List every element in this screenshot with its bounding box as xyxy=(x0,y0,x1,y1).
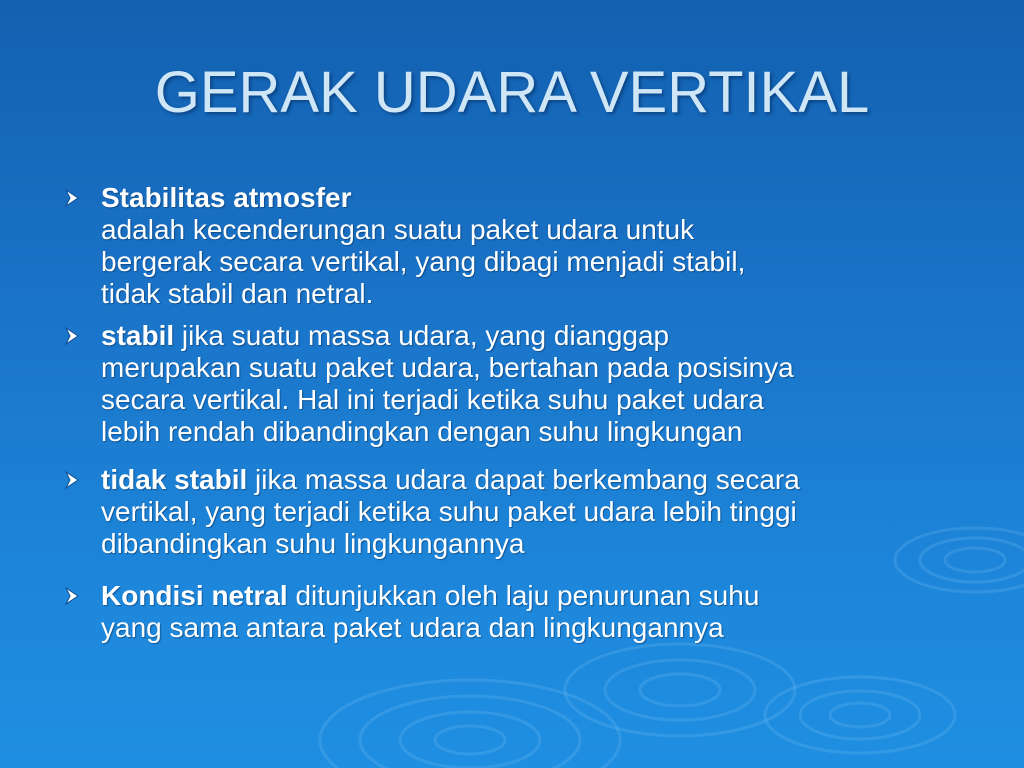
bullet-text-line: secara vertikal. Hal ini terjadi ketika suhu paket udara xyxy=(101,384,765,415)
slide-title: GERAK UDARA VERTIKAL xyxy=(154,60,870,125)
arrowhead-bullet-icon xyxy=(62,470,82,490)
bullet-tidak-stabil xyxy=(62,464,962,560)
bullet-text-line: jika massa udara dapat berkembang secara xyxy=(247,464,800,495)
bullet-text-line: bergerak secara vertikal, yang dibagi menjadi stabil, xyxy=(101,246,746,277)
bullet-stabilitas-atmosfer xyxy=(62,182,962,310)
bullet-text-line: yang sama antara paket udara dan lingkungannya xyxy=(101,612,724,643)
bullet-list xyxy=(62,182,962,644)
bullet-kondisi-netral xyxy=(62,580,962,644)
bullet-text-line: jika suatu massa udara, yang dianggap xyxy=(174,320,670,351)
bullet-term: Stabilitas atmosfer xyxy=(101,182,352,213)
arrowhead-bullet-icon xyxy=(62,586,82,606)
arrowhead-bullet-icon xyxy=(62,188,82,208)
bullet-term: stabil xyxy=(101,320,175,351)
bullet-text-line: tidak stabil dan netral. xyxy=(101,278,374,309)
bullet-text-line: vertikal, yang terjadi ketika suhu paket udara lebih tinggi xyxy=(101,496,797,527)
bullet-text-line: merupakan suatu paket udara, bertahan pada posisinya xyxy=(101,352,794,383)
bullet-stabil xyxy=(62,320,962,448)
bullet-text-line: ditunjukkan oleh laju penurunan suhu xyxy=(287,580,760,611)
bullet-text-line: dibandingkan suhu lingkungannya xyxy=(101,528,525,559)
arrowhead-bullet-icon xyxy=(62,326,82,346)
bullet-text-line: lebih rendah dibandingkan dengan suhu lingkungan xyxy=(101,416,743,447)
bullet-term: Kondisi netral xyxy=(101,580,288,611)
bullet-term: tidak stabil xyxy=(101,464,248,495)
bullet-text-line: adalah kecenderungan suatu paket udara untuk xyxy=(101,214,695,245)
